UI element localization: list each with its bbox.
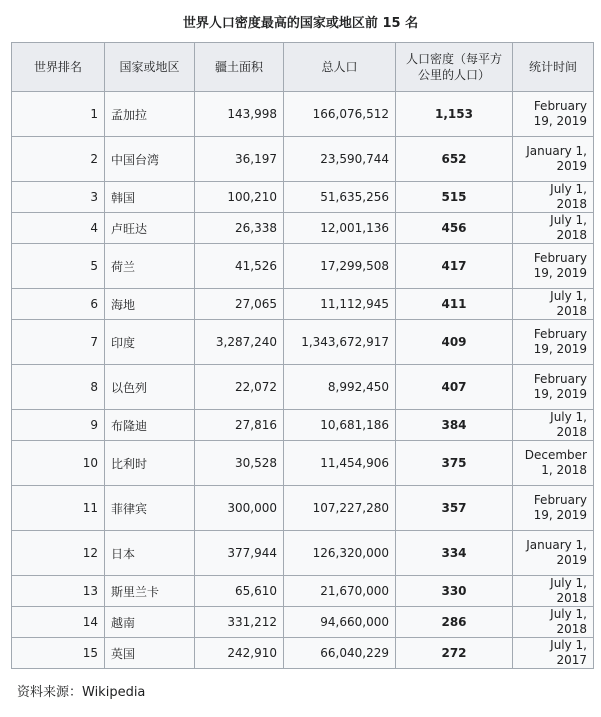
cell-population: 11,112,945: [284, 289, 396, 320]
header-population: 总人口: [284, 43, 396, 92]
cell-rank: 6: [12, 289, 105, 320]
cell-date: July 1, 2017: [513, 638, 594, 669]
table-row: [12, 137, 594, 182]
cell-area: 65,610: [195, 576, 284, 607]
cell-rank: 7: [12, 320, 105, 365]
cell-rank: 9: [12, 410, 105, 441]
cell-area: 26,338: [195, 213, 284, 244]
cell-date: February 19, 2019: [513, 365, 594, 410]
cell-density: 1,153: [396, 92, 513, 137]
table-row: [12, 289, 594, 320]
cell-area: 242,910: [195, 638, 284, 669]
cell-density: 272: [396, 638, 513, 669]
cell-area: 100,210: [195, 182, 284, 213]
cell-area: 377,944: [195, 531, 284, 576]
cell-date: February 19, 2019: [513, 244, 594, 289]
cell-area: 27,065: [195, 289, 284, 320]
cell-density: 407: [396, 365, 513, 410]
cell-rank: 12: [12, 531, 105, 576]
cell-area: 36,197: [195, 137, 284, 182]
cell-date: July 1, 2018: [513, 182, 594, 213]
cell-area: 300,000: [195, 486, 284, 531]
cell-population: 126,320,000: [284, 531, 396, 576]
source-note: 资料来源：Wikipedia: [17, 685, 146, 700]
cell-density: 515: [396, 182, 513, 213]
table-row: [12, 607, 594, 638]
cell-country: 日本: [105, 531, 195, 576]
cell-area: 41,526: [195, 244, 284, 289]
cell-date: July 1, 2018: [513, 576, 594, 607]
cell-country: 菲律宾: [105, 486, 195, 531]
cell-area: 331,212: [195, 607, 284, 638]
table-row: [12, 486, 594, 531]
table-row: [12, 92, 594, 137]
cell-date: July 1, 2018: [513, 607, 594, 638]
cell-country: 越南: [105, 607, 195, 638]
cell-density: 357: [396, 486, 513, 531]
cell-rank: 3: [12, 182, 105, 213]
table-row: [12, 182, 594, 213]
cell-rank: 1: [12, 92, 105, 137]
cell-density: 375: [396, 441, 513, 486]
table-row: [12, 213, 594, 244]
cell-density: 334: [396, 531, 513, 576]
table-row: [12, 365, 594, 410]
table-row: [12, 531, 594, 576]
cell-density: 417: [396, 244, 513, 289]
cell-population: 8,992,450: [284, 365, 396, 410]
cell-density: 409: [396, 320, 513, 365]
cell-date: December 1, 2018: [513, 441, 594, 486]
cell-country: 孟加拉: [105, 92, 195, 137]
cell-density: 286: [396, 607, 513, 638]
table-row: [12, 244, 594, 289]
cell-density: 411: [396, 289, 513, 320]
cell-population: 1,343,672,917: [284, 320, 396, 365]
cell-date: February 19, 2019: [513, 320, 594, 365]
cell-country: 韩国: [105, 182, 195, 213]
cell-rank: 5: [12, 244, 105, 289]
cell-density: 330: [396, 576, 513, 607]
cell-date: February 19, 2019: [513, 486, 594, 531]
cell-country: 英国: [105, 638, 195, 669]
table-row: [12, 638, 594, 669]
cell-area: 22,072: [195, 365, 284, 410]
cell-date: February 19, 2019: [513, 92, 594, 137]
cell-country: 中国台湾: [105, 137, 195, 182]
cell-date: July 1, 2018: [513, 213, 594, 244]
cell-population: 51,635,256: [284, 182, 396, 213]
table-row: [12, 441, 594, 486]
cell-density: 652: [396, 137, 513, 182]
cell-rank: 4: [12, 213, 105, 244]
table-caption: 世界人口密度最高的国家或地区前 15 名: [182, 16, 419, 31]
cell-rank: 8: [12, 365, 105, 410]
table-row: [12, 320, 594, 365]
cell-rank: 11: [12, 486, 105, 531]
cell-date: July 1, 2018: [513, 410, 594, 441]
cell-rank: 2: [12, 137, 105, 182]
cell-rank: 14: [12, 607, 105, 638]
cell-rank: 10: [12, 441, 105, 486]
cell-population: 107,227,280: [284, 486, 396, 531]
cell-country: 荷兰: [105, 244, 195, 289]
population-density-table: [11, 42, 594, 669]
cell-country: 斯里兰卡: [105, 576, 195, 607]
cell-date: July 1, 2018: [513, 289, 594, 320]
cell-country: 卢旺达: [105, 213, 195, 244]
header-rank: 世界排名: [12, 43, 105, 92]
cell-country: 布隆迪: [105, 410, 195, 441]
header-area: 疆土面积: [195, 43, 284, 92]
cell-population: 23,590,744: [284, 137, 396, 182]
cell-area: 27,816: [195, 410, 284, 441]
cell-population: 66,040,229: [284, 638, 396, 669]
cell-population: 166,076,512: [284, 92, 396, 137]
cell-population: 21,670,000: [284, 576, 396, 607]
cell-country: 印度: [105, 320, 195, 365]
cell-area: 143,998: [195, 92, 284, 137]
cell-area: 3,287,240: [195, 320, 284, 365]
header-date: 统计时间: [513, 43, 594, 92]
header-row: [12, 43, 594, 92]
cell-date: January 1, 2019: [513, 531, 594, 576]
cell-rank: 13: [12, 576, 105, 607]
cell-population: 10,681,186: [284, 410, 396, 441]
cell-population: 94,660,000: [284, 607, 396, 638]
cell-population: 11,454,906: [284, 441, 396, 486]
cell-country: 海地: [105, 289, 195, 320]
header-country: 国家或地区: [105, 43, 195, 92]
cell-population: 17,299,508: [284, 244, 396, 289]
header-density: 人口密度（每平方公里的人口）: [396, 43, 513, 92]
cell-density: 384: [396, 410, 513, 441]
cell-density: 456: [396, 213, 513, 244]
cell-rank: 15: [12, 638, 105, 669]
table-row: [12, 410, 594, 441]
cell-area: 30,528: [195, 441, 284, 486]
cell-population: 12,001,136: [284, 213, 396, 244]
cell-date: January 1, 2019: [513, 137, 594, 182]
cell-country: 以色列: [105, 365, 195, 410]
cell-country: 比利时: [105, 441, 195, 486]
table-row: [12, 576, 594, 607]
